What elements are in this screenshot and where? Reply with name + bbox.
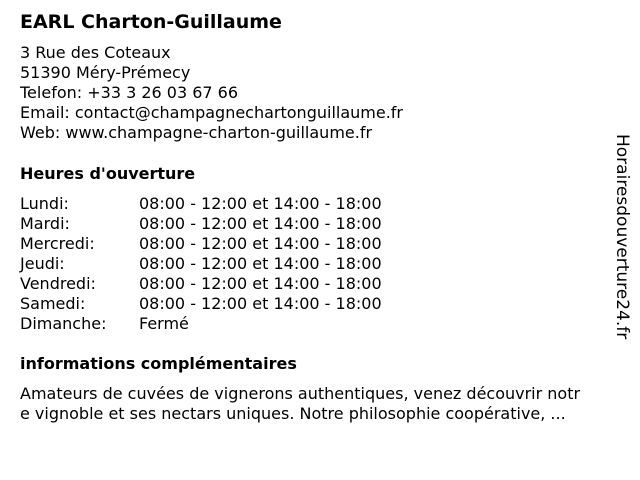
- hours-day-label: Dimanche:: [20, 314, 107, 333]
- opening-hours-heading: Heures d'ouverture: [20, 164, 196, 183]
- hours-time-value: 08:00 - 12:00 et 14:00 - 18:00: [139, 274, 382, 293]
- additional-info-heading: informations complémentaires: [20, 354, 297, 373]
- contact-block: [20, 43, 403, 143]
- hours-time-value: 08:00 - 12:00 et 14:00 - 18:00: [139, 294, 382, 313]
- hours-time-value: 08:00 - 12:00 et 14:00 - 18:00: [139, 214, 382, 233]
- hours-day-label: Vendredi:: [20, 274, 96, 293]
- email-line: Email: contact@champagnechartonguillaume.fr: [20, 103, 403, 122]
- address-city: 51390 Méry-Prémecy: [20, 63, 191, 82]
- description-text: [20, 384, 620, 424]
- description-line: e vignoble et ses nectars uniques. Notre philosophie coopérative, ...: [20, 404, 566, 423]
- hours-day-label: Lundi:: [20, 194, 69, 213]
- hours-time-value: 08:00 - 12:00 et 14:00 - 18:00: [139, 194, 382, 213]
- address-street: 3 Rue des Coteaux: [20, 43, 171, 62]
- hours-time-value: Fermé: [139, 314, 189, 333]
- phone-line: Telefon: +33 3 26 03 67 66: [20, 83, 239, 102]
- hours-time-value: 08:00 - 12:00 et 14:00 - 18:00: [139, 234, 382, 253]
- hours-day-label: Mardi:: [20, 214, 70, 233]
- web-line: Web: www.champagne-charton-guillaume.fr: [20, 123, 373, 142]
- description-line: Amateurs de cuvées de vignerons authentiques, venez découvrir notr: [20, 384, 581, 403]
- site-watermark: Horairesdouverture24.fr: [612, 134, 632, 340]
- business-name: EARL Charton-Guillaume: [20, 11, 282, 33]
- hours-day-label: Samedi:: [20, 294, 86, 313]
- hours-day-label: Jeudi:: [20, 254, 65, 273]
- hours-time-value: 08:00 - 12:00 et 14:00 - 18:00: [139, 254, 382, 273]
- hours-day-label: Mercredi:: [20, 234, 95, 253]
